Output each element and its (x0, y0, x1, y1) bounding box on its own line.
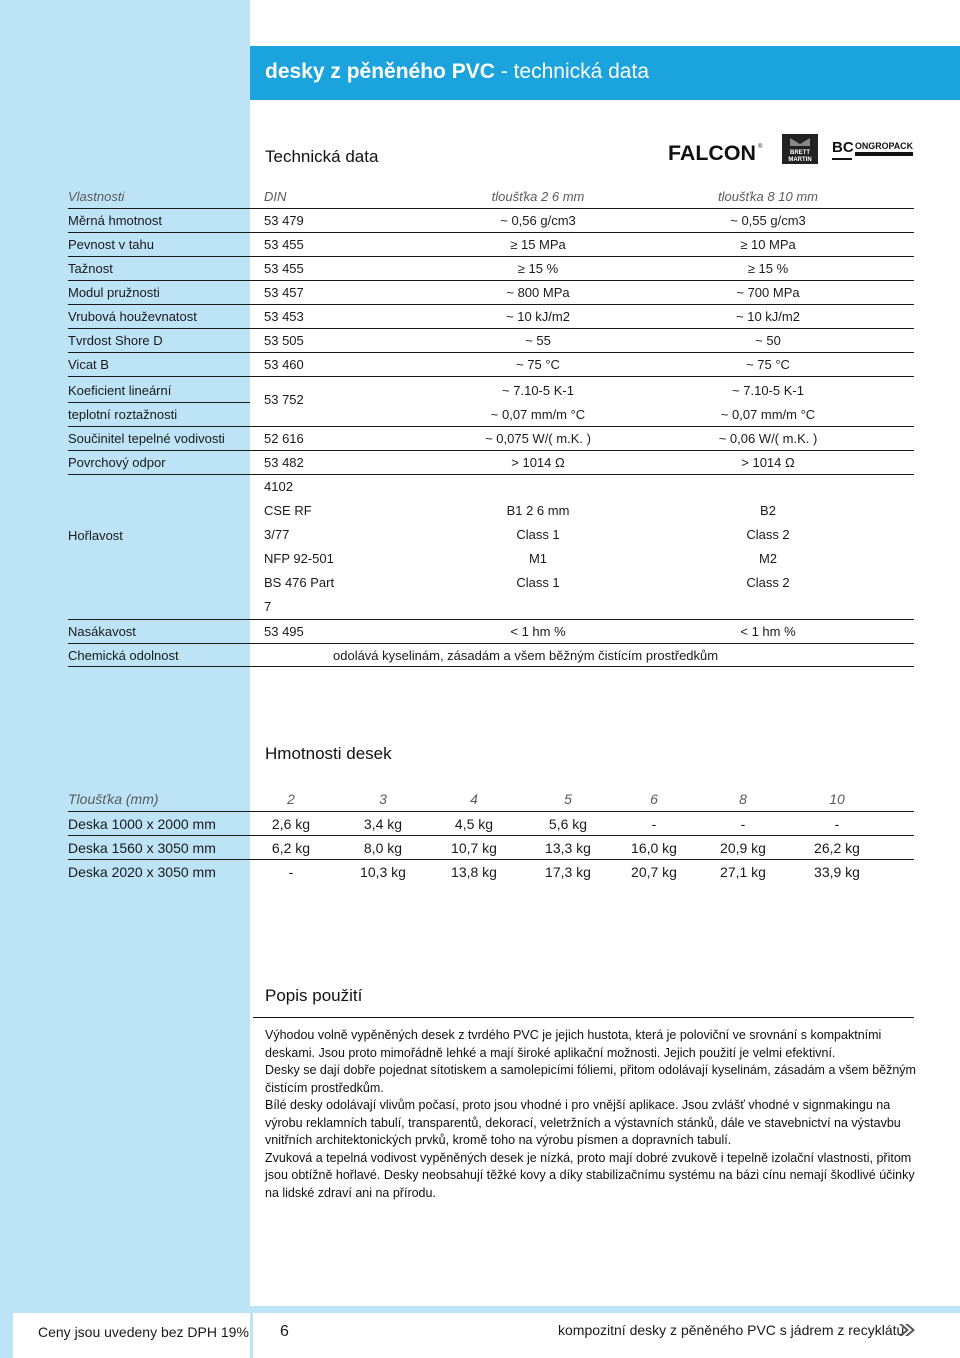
divider (68, 376, 914, 377)
header-din: DIN (264, 189, 287, 204)
page-title: desky z pěněného PVC - technická data (265, 60, 649, 83)
flammability-row (68, 599, 914, 619)
flammability-row (68, 503, 914, 523)
divider (68, 328, 914, 329)
brett-logo-line2: MARTIN (788, 157, 812, 163)
value-thick: Class 2 (746, 527, 790, 542)
value-thick: ~ 700 MPa (736, 285, 800, 300)
divider (68, 280, 914, 281)
usage-paragraph: Výhodou volně vypěněných desek z tvrdého PVC je jejich hustota, která je poloviční ve srovnání s kompaktními deskami. Jsou proto mimořádně lehké a mají široké aplikační možnosti. Jejich použití je velmi efektivní. (265, 1028, 882, 1060)
property-label: Povrchový odpor (68, 455, 166, 470)
tech-row-absorption (68, 624, 914, 644)
usage-paragraph: Bílé desky odolávají vlivům počasí, proto jsou vhodné i pro vnější aplikace. Jsou zvlášť vhodné v signmakingu na výrobu reklamních tabulí, transparentů, dekorací, veletržních a výstavních stánků, dále ve stavebnictví na výstavbu vnitřních architektonických prvků, kromě toho na výrobu písmen a dopravních tabulí. (265, 1098, 901, 1147)
property-label: Chemická odolnost (68, 648, 179, 663)
value-thick: ~ 0,55 g/cm3 (730, 213, 806, 228)
value-thin: ~ 10 kJ/m2 (506, 309, 570, 324)
property-label: Nasákavost (68, 624, 136, 639)
thickness-value: 2 (287, 791, 295, 807)
divider (68, 859, 914, 860)
brett-logo-line1: BRETT (790, 150, 810, 156)
property-label: Vicat B (68, 357, 109, 372)
header-thickness-1: tloušťka 2 6 mm (491, 189, 585, 204)
bc-logo-sub: ONGROPACK (855, 141, 914, 151)
value-thin: < 1 hm % (510, 624, 566, 639)
value-thick: ~ 0,07 mm/m °C (720, 407, 816, 422)
value-thick: ~ 7.10-5 K-1 (732, 383, 804, 398)
thickness-value: 8 (739, 791, 747, 807)
footer-product-note: kompozitní desky z pěněného PVC s jádrem z recyklátu (558, 1322, 905, 1338)
board-size-label: Deska 1560 x 3050 mm (68, 840, 216, 856)
standard-code: CSE RF (264, 503, 312, 518)
property-label: Pevnost v tahu (68, 237, 154, 252)
value-thin: ~ 7.10-5 K-1 (502, 383, 574, 398)
value-thick: < 1 hm % (740, 624, 796, 639)
value-thin: ≥ 15 % (517, 261, 559, 276)
weight-value: - (288, 864, 294, 880)
tech-row-expansion (68, 381, 914, 429)
weight-value: 5,6 kg (548, 816, 588, 832)
tech-row (68, 213, 914, 233)
value-thin: ~ 0,56 g/cm3 (500, 213, 576, 228)
weight-value: 16,0 kg (631, 840, 677, 856)
value-thin: ~ 800 MPa (506, 285, 570, 300)
weight-value: 6,2 kg (271, 840, 311, 856)
chemical-resistance-value: odolává kyselinám, zásadám a všem běžným čistícím prostředkům (333, 648, 719, 663)
divider (68, 208, 914, 209)
usage-description (265, 1027, 920, 1202)
flammability-row (68, 527, 914, 547)
weight-value: 26,2 kg (814, 840, 860, 856)
tech-row (68, 309, 914, 329)
double-arrow-icon (898, 1322, 916, 1338)
header-thickness-2: tloušťka 8 10 mm (718, 189, 818, 204)
tech-row (68, 237, 914, 257)
standard-code: NFP 92-501 (264, 551, 334, 566)
brett-martin-logo (782, 134, 818, 164)
flammability-row (68, 575, 914, 595)
weight-value: - (740, 816, 746, 832)
din-code: 53 453 (264, 309, 304, 324)
divider (68, 619, 914, 620)
footer-price-note: Ceny jsou uvedeny bez DPH 19% (38, 1324, 249, 1340)
tech-row (68, 357, 914, 377)
thickness-value: 3 (379, 791, 387, 807)
tech-row (68, 285, 914, 305)
din-code: 53 455 (264, 261, 304, 276)
property-label: Tažnost (68, 261, 113, 276)
weight-value: - (651, 816, 657, 832)
header-property: Vlastnosti (68, 189, 125, 204)
divider (68, 811, 914, 812)
value-thick: ~ 0,06 W/( m.K. ) (718, 431, 818, 446)
property-label: Modul pružnosti (68, 285, 160, 300)
standard-code: 4102 (264, 479, 293, 494)
value-thin: ~ 75 °C (516, 357, 560, 372)
bc-logo-mark: BC (832, 139, 854, 156)
din-code: 53 460 (264, 357, 304, 372)
din-code: 53 482 (264, 455, 304, 470)
tech-row-resistance (68, 455, 914, 475)
value-thick: ~ 75 °C (746, 357, 790, 372)
divider (68, 835, 914, 836)
standard-code: 7 (264, 599, 272, 614)
weight-value: 20,7 kg (631, 864, 677, 880)
falcon-logo (668, 140, 764, 164)
value-thick: ~ 10 kJ/m2 (736, 309, 800, 324)
divider (68, 450, 914, 451)
tech-row (68, 333, 914, 353)
value-thin: ≥ 15 MPa (510, 237, 566, 252)
din-code: 53 752 (264, 392, 304, 407)
tech-section-title: Technická data (265, 147, 379, 166)
svg-text:®: ® (758, 144, 763, 150)
weight-value: - (834, 816, 840, 832)
property-label: Měrná hmotnost (68, 213, 162, 228)
standard-code: 3/77 (264, 527, 290, 542)
weight-value: 2,6 kg (271, 816, 311, 832)
value-thick: B2 (760, 503, 776, 518)
usage-section-title: Popis použití (265, 986, 363, 1005)
din-code: 52 616 (264, 431, 304, 446)
property-label: Vrubová houževnatost (68, 309, 197, 324)
weight-value: 4,5 kg (454, 816, 494, 832)
value-thin: M1 (528, 551, 548, 566)
property-label: teplotní roztažnosti (68, 407, 178, 422)
value-thin: ~ 0,075 W/( m.K. ) (485, 431, 591, 446)
divider (68, 666, 914, 667)
thickness-value: 10 (829, 791, 845, 807)
page-number: 6 (280, 1323, 289, 1340)
weight-value: 10,3 kg (360, 864, 406, 880)
tech-row-chemical (68, 648, 914, 668)
din-code: 53 479 (264, 213, 304, 228)
usage-paragraph: Desky se dají dobře pojednat sítotiskem a samolepicími fóliemi, přitom odolávají kyselinám, zásadám a všem běžným čistícím prostředkům. (265, 1063, 916, 1095)
value-thin: Class 1 (516, 575, 560, 590)
divider (68, 232, 914, 233)
weight-value: 17,3 kg (545, 864, 591, 880)
flammability-row (68, 479, 914, 499)
property-label: Součinitel tepelné vodivosti (68, 431, 225, 446)
din-code: 53 495 (264, 624, 304, 639)
value-thick: ≥ 10 MPa (740, 237, 796, 252)
usage-paragraph: Zvuková a tepelná vodivost vypěněných desek je nízká, proto mají dobré zvukově i tepelně izolační vlastnosti, přitom jsou obtížně hořlavé. Desky neobsahují těžké kovy a díky stabilizačnímu systému na bázi cínu nemají škodlivé účinky na lidské zdraví ani na přírodu. (265, 1150, 915, 1200)
tech-row (68, 261, 914, 281)
value-thin: B1 2 6 mm (506, 503, 570, 518)
board-size-label: Deska 2020 x 3050 mm (68, 864, 216, 880)
bc-ongropack-logo (832, 138, 914, 164)
weight-value: 13,3 kg (545, 840, 591, 856)
value-thick: Class 2 (746, 575, 790, 590)
property-label: Hořlavost (68, 528, 123, 543)
value-thin: Class 1 (516, 527, 560, 542)
divider (68, 426, 914, 427)
divider (68, 304, 914, 305)
divider (68, 474, 914, 475)
din-code: 53 457 (264, 285, 304, 300)
din-code: 53 455 (264, 237, 304, 252)
thickness-value: 4 (470, 791, 478, 807)
falcon-logo-text: FALCON (668, 142, 756, 164)
thickness-value: 5 (564, 791, 572, 807)
thickness-header-label: Tloušťka (mm) (68, 791, 159, 807)
weight-value: 8,0 kg (363, 840, 403, 856)
standard-code: BS 476 Part (264, 575, 335, 590)
weight-value: 20,9 kg (720, 840, 766, 856)
value-thick: ≥ 15 % (747, 261, 789, 276)
weight-value: 27,1 kg (720, 864, 766, 880)
property-label: Koeficient lineární (68, 383, 172, 398)
divider (68, 256, 914, 257)
value-thin: > 1014 Ω (511, 455, 565, 470)
thickness-value: 6 (650, 791, 658, 807)
din-code: 53 505 (264, 333, 304, 348)
divider (68, 643, 914, 644)
divider (253, 1017, 914, 1018)
tech-header-row (68, 189, 914, 209)
divider (68, 352, 914, 353)
value-thick: ~ 50 (755, 333, 781, 348)
weight-value: 13,8 kg (451, 864, 497, 880)
property-label: Tvrdost Shore D (68, 333, 163, 348)
divider (68, 402, 250, 403)
flammability-row (68, 551, 914, 571)
value-thick: M2 (758, 551, 778, 566)
value-thin: ~ 55 (525, 333, 551, 348)
weight-value: 33,9 kg (814, 864, 860, 880)
tech-row-conductivity (68, 431, 914, 451)
weight-value: 10,7 kg (451, 840, 497, 856)
value-thin: ~ 0,07 mm/m °C (490, 407, 586, 422)
value-thick: > 1014 Ω (741, 455, 795, 470)
weights-section-title: Hmotnosti desek (265, 744, 392, 763)
weight-value: 3,4 kg (363, 816, 403, 832)
board-size-label: Deska 1000 x 2000 mm (68, 816, 216, 832)
